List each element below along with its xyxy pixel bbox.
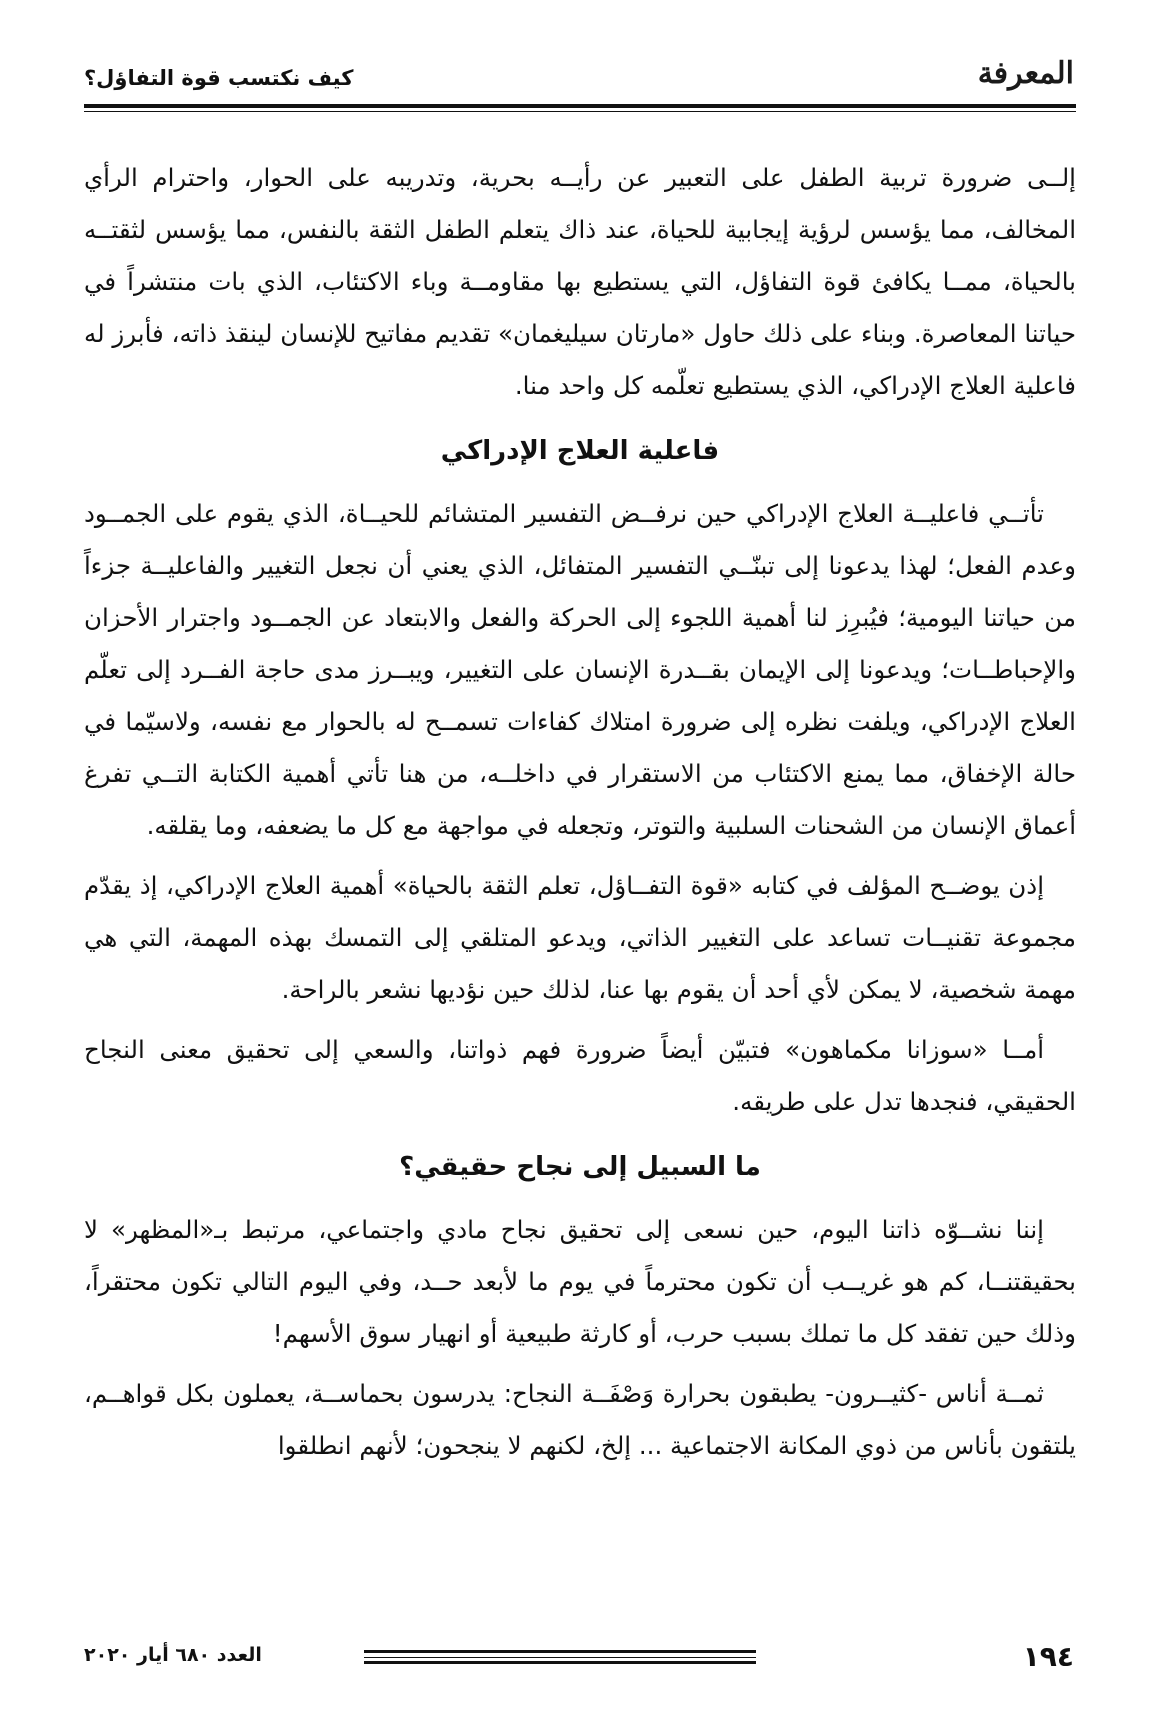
- paragraph: إننا نشــوّه ذاتنا اليوم، حين نسعى إلى تحقيق نجاح مادي واجتماعي، مرتبط بـ«المظهر» لا بحقيقتنــا، كم هو غريــب أن تكون محترماً في يوم ما لأبعد حــد، وفي اليوم التالي تكون محتقراً، وذلك حين تفقد كل ما تملك بسبب حرب، أو كارثة طبيعية أو انهيار سوق الأسهم!: [84, 1215, 1076, 1348]
- issue-info: العدد ٦٨٠ أيار ٢٠٢٠: [84, 1644, 262, 1666]
- paragraph: تأتــي فاعليــة العلاج الإدراكي حين نرفــض التفسير المتشائم للحيــاة، الذي يقوم على الجمــود وعدم الفعل؛ لهذا يدعونا إلى تبنّــي التفسير المتفائل، الذي يعني أن نجعل التغيير والفاعليــة جزءاً من حياتنا اليومية؛ فيُبرِز لنا أهمية اللجوء إلى الحركة والفعل والابتعاد عن الجمــود واجترار الأحزان والإحباطــات؛ ويدعونا إلى الإيمان بقــدرة الإنسان على التغيير، ويبــرز مدى حاجة الفــرد إلى تعلّم العلاج الإدراكي، ويلفت نظره إلى ضرورة امتلاك كفاءات تسمــح له بالحوار مع نفسه، ولاسيّما في حالة الإخفاق، مما يمنع الاكتئاب من الاستقرار في داخلــه، من هنا تأتي أهمية الكتابة التــي تفرغ أعماق الإنسان من الشحنات السلبية والتوتر، وتجعله في مواجهة مع كل ما يضعفه، وما يقلقه.: [84, 499, 1076, 840]
- magazine-logo: المعرفة: [977, 56, 1074, 91]
- article-body: [84, 152, 1076, 1480]
- page-footer: [84, 1640, 1076, 1680]
- page-header: [84, 52, 1076, 100]
- paragraph: إذن يوضــح المؤلف في كتابه «قوة التفــاؤل، تعلم الثقة بالحياة» أهمية العلاج الإدراكي، إذ يقدّم مجموعة تقنيــات تساعد على التغيير الذاتي، ويدعو المتلقي إلى التمسك بهذه المهمة، التي هي مهمة شخصية، لا يمكن لأي أحد أن يقوم بها عنا، لذلك حين نؤديها نشعر بالراحة.: [84, 871, 1076, 1004]
- running-title: كيف نكتسب قوة التفاؤل؟: [84, 66, 354, 90]
- header-rule-thin: [84, 111, 1076, 112]
- header-rule-thick: [84, 104, 1076, 108]
- footer-rule: [364, 1657, 756, 1658]
- paragraph-intro: إلــى ضرورة تربية الطفل على التعبير عن رأيــه بحرية، وتدريبه على الحوار، واحترام الرأي المخالف، مما يؤسس لرؤية إيجابية للحياة، عند ذاك يتعلم الطفل الثقة بالنفس، مما يؤسس لثقتــه بالحياة، ممــا يكافئ قوة التفاؤل، التي يستطيع بها مقاومــة وباء الاكتئاب، الذي بات منتشراً في حياتنا المعاصرة. وبناء على ذلك حاول «مارتان سيليغمان» تقديم مفاتيح للإنسان لينقذ ذاته، فأبرز له فاعلية العلاج الإدراكي، الذي يستطيع تعلّمه كل واحد منا.: [84, 163, 1076, 400]
- footer-rule: [364, 1661, 756, 1664]
- section-heading-real-success: ما السبيل إلى نجاح حقيقي؟: [399, 1152, 761, 1182]
- footer-rule: [364, 1650, 756, 1653]
- paragraph: أمــا «سوزانا مكماهون» فتبيّن أيضاً ضرورة فهم ذواتنا، والسعي إلى تحقيق معنى النجاح الحقيقي، فنجدها تدل على طريقه.: [84, 1035, 1076, 1116]
- paragraph: ثمــة أناس -كثيــرون- يطبقون بحرارة وَصْفَــة النجاح: يدرسون بحماســة، يعملون بكل قواهــم، يلتقون بأناس من ذوي المكانة الاجتماعية ... إلخ، لكنهم لا ينجحون؛ لأنهم انطلقوا: [84, 1379, 1076, 1460]
- section-heading-cognitive-therapy: فاعلية العلاج الإدراكي: [440, 436, 720, 466]
- page-number: ١٩٤: [1022, 1640, 1074, 1673]
